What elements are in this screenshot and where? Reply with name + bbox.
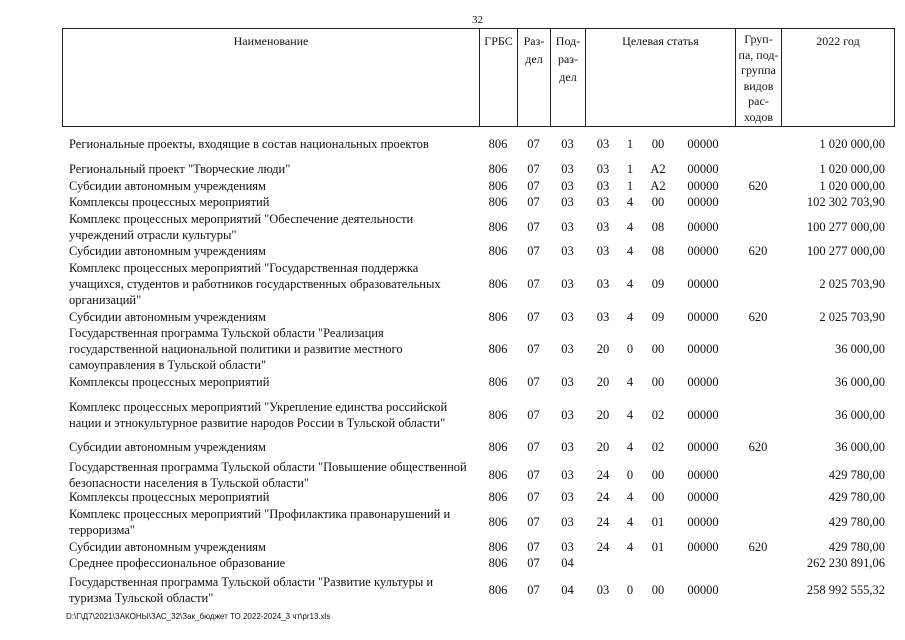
table-row <box>62 399 895 431</box>
row-grbs: 806 <box>488 540 508 554</box>
header-grbs: ГРБС <box>480 29 518 126</box>
row-pr: 03 <box>561 440 574 454</box>
row-name: Государственная программа Тульской области "Повышение общественной безопасности населения в Тульской области" <box>69 460 467 490</box>
row-cs2: 1 <box>626 137 634 151</box>
row-cs2: 4 <box>626 310 634 324</box>
row-cs2: 4 <box>626 277 634 291</box>
row-cs4: 00000 <box>687 490 719 504</box>
table-row <box>62 459 895 491</box>
row-cs2: 4 <box>626 408 634 422</box>
header-podrazdel: Под- раз- дел <box>551 29 586 126</box>
row-cs3: 00 <box>651 468 665 482</box>
row-grbs: 806 <box>488 583 508 597</box>
row-pr: 03 <box>561 540 574 554</box>
table-row <box>62 211 895 243</box>
row-cs3: 00 <box>651 342 665 356</box>
row-name: Среднее профессиональное образование <box>69 556 286 570</box>
row-cs1: 24 <box>596 490 610 504</box>
row-name: Субсидии автономным учреждениям <box>69 540 266 554</box>
row-rz: 07 <box>527 244 540 258</box>
row-name: Субсидии автономным учреждениям <box>69 310 266 324</box>
row-cs1: 03 <box>596 244 610 258</box>
row-cs4: 00000 <box>687 342 719 356</box>
row-cs4: 00000 <box>687 468 719 482</box>
row-vr: 620 <box>748 310 768 324</box>
row-pr: 03 <box>561 515 574 529</box>
row-name: Субсидии автономным учреждениям <box>69 179 266 193</box>
row-cs3: А2 <box>650 162 666 176</box>
row-cs4: 00000 <box>687 310 719 324</box>
row-cs2: 0 <box>626 342 634 356</box>
page-number: 32 <box>472 14 483 26</box>
row-amount: 258 992 555,32 <box>806 583 885 597</box>
header-expense-group: Груп- па, под- группа видов рас- ходов <box>736 29 782 126</box>
row-cs4: 00000 <box>687 244 719 258</box>
row-amount: 36 000,00 <box>835 375 885 389</box>
row-grbs: 806 <box>488 137 508 151</box>
row-cs2: 4 <box>626 220 634 234</box>
row-cs1: 20 <box>596 408 610 422</box>
row-pr: 03 <box>561 342 574 356</box>
row-cs3: 09 <box>651 310 665 324</box>
table-row <box>62 243 895 259</box>
row-cs3: 00 <box>651 583 665 597</box>
row-cs4: 00000 <box>687 515 719 529</box>
row-rz: 07 <box>527 220 540 234</box>
row-grbs: 806 <box>488 408 508 422</box>
table-row <box>62 194 895 210</box>
row-cs2: 4 <box>626 515 634 529</box>
row-cs2: 0 <box>626 583 634 597</box>
row-cs1: 03 <box>596 195 610 209</box>
row-amount: 429 780,00 <box>828 468 885 482</box>
table-row <box>62 489 895 505</box>
row-cs1: 20 <box>596 375 610 389</box>
row-cs2: 0 <box>626 468 634 482</box>
table-header <box>62 28 895 127</box>
row-grbs: 806 <box>488 244 508 258</box>
row-pr: 04 <box>561 556 574 570</box>
row-name: Региональные проекты, входящие в состав национальных проектов <box>69 137 429 151</box>
header-razdel: Раз- дел <box>518 29 551 126</box>
row-cs1: 03 <box>596 137 610 151</box>
row-pr: 03 <box>561 277 574 291</box>
table-row <box>62 309 895 325</box>
row-cs1: 03 <box>596 162 610 176</box>
file-path-footer: D:\Г\Д7\2021\ЗАКОНЫ\ЗАС_32\Зак_бюджет ТО 2022-2024_3 чт\pr13.xls <box>66 612 331 621</box>
row-amount: 36 000,00 <box>835 440 885 454</box>
row-cs4: 00000 <box>687 137 719 151</box>
row-name: Государственная программа Тульской области "Развитие культуры и туризма Тульской области" <box>69 575 434 605</box>
row-rz: 07 <box>527 342 540 356</box>
row-rz: 07 <box>527 179 540 193</box>
row-cs1: 03 <box>596 179 610 193</box>
row-amount: 2 025 703,90 <box>819 310 885 324</box>
table-row <box>62 374 895 390</box>
row-grbs: 806 <box>488 195 508 209</box>
row-pr: 03 <box>561 468 574 482</box>
row-grbs: 806 <box>488 342 508 356</box>
row-cs4: 00000 <box>687 408 719 422</box>
row-vr: 620 <box>748 540 768 554</box>
row-vr: 620 <box>748 244 768 258</box>
row-name: Субсидии автономным учреждениям <box>69 244 266 258</box>
header-target-article: Целевая статья <box>586 29 736 126</box>
row-grbs: 806 <box>488 162 508 176</box>
row-amount: 36 000,00 <box>835 342 885 356</box>
row-rz: 07 <box>527 408 540 422</box>
row-name: Государственная программа Тульской области "Реализация государственной национальной политики и развитие местного самоуправления в Тульской области" <box>69 326 403 372</box>
row-rz: 07 <box>527 540 540 554</box>
row-rz: 07 <box>527 310 540 324</box>
row-rz: 07 <box>527 490 540 504</box>
row-cs3: 00 <box>651 375 665 389</box>
row-pr: 03 <box>561 408 574 422</box>
header-name: Наименование <box>63 29 480 126</box>
row-cs3: 01 <box>651 515 665 529</box>
row-pr: 03 <box>561 137 574 151</box>
row-rz: 07 <box>527 515 540 529</box>
row-amount: 1 020 000,00 <box>819 162 885 176</box>
row-cs1: 24 <box>596 540 610 554</box>
table-row <box>62 325 895 373</box>
row-cs2: 4 <box>626 490 634 504</box>
row-cs2: 1 <box>626 162 634 176</box>
row-cs2: 4 <box>626 440 634 454</box>
row-cs4: 00000 <box>687 375 719 389</box>
row-cs3: 08 <box>651 220 665 234</box>
row-name: Комплексы процессных мероприятий <box>69 195 270 209</box>
row-grbs: 806 <box>488 515 508 529</box>
table-row <box>62 439 895 455</box>
row-grbs: 806 <box>488 440 508 454</box>
budget-table <box>62 28 895 605</box>
row-rz: 07 <box>527 137 540 151</box>
row-rz: 07 <box>527 162 540 176</box>
row-cs2: 1 <box>626 179 634 193</box>
row-amount: 100 277 000,00 <box>806 244 885 258</box>
row-name: Комплекс процессных мероприятий "Обеспечение деятельности учреждений отрасли культуры" <box>69 212 414 242</box>
row-pr: 03 <box>561 244 574 258</box>
row-rz: 07 <box>527 440 540 454</box>
row-rz: 07 <box>527 583 540 597</box>
table-row <box>62 178 895 194</box>
row-cs4: 00000 <box>687 179 719 193</box>
row-pr: 04 <box>561 583 574 597</box>
row-grbs: 806 <box>488 179 508 193</box>
row-rz: 07 <box>527 195 540 209</box>
table-row <box>62 136 895 152</box>
row-rz: 07 <box>527 556 540 570</box>
row-amount: 1 020 000,00 <box>819 179 885 193</box>
row-name: Комплекс процессных мероприятий "Государственная поддержка учащихся, студентов и работников государственных образовательных организаций" <box>69 261 441 307</box>
row-amount: 262 230 891,06 <box>806 556 885 570</box>
row-amount: 102 302 703,90 <box>806 195 885 209</box>
row-cs4: 00000 <box>687 277 719 291</box>
row-name: Комплекс процессных мероприятий "Укрепление единства российской нации и этнокультурное развитие народов России в Тульской области" <box>69 400 448 430</box>
row-cs3: 02 <box>651 440 665 454</box>
row-cs1: 03 <box>596 220 610 234</box>
row-cs3: 01 <box>651 540 665 554</box>
row-name: Комплексы процессных мероприятий <box>69 490 270 504</box>
row-cs1: 20 <box>596 440 610 454</box>
row-rz: 07 <box>527 375 540 389</box>
row-pr: 03 <box>561 162 574 176</box>
row-cs2: 4 <box>626 540 634 554</box>
row-cs2: 4 <box>626 195 634 209</box>
row-pr: 03 <box>561 375 574 389</box>
row-grbs: 806 <box>488 468 508 482</box>
row-cs3: 08 <box>651 244 665 258</box>
row-pr: 03 <box>561 220 574 234</box>
row-amount: 429 780,00 <box>828 540 885 554</box>
row-amount: 1 020 000,00 <box>819 137 885 151</box>
row-cs1: 03 <box>596 277 610 291</box>
row-cs3: А2 <box>650 179 666 193</box>
header-year: 2022 год <box>816 34 860 48</box>
row-name: Комплексы процессных мероприятий <box>69 375 270 389</box>
table-row <box>62 539 895 555</box>
row-name: Комплекс процессных мероприятий "Профилактика правонарушений и терроризма" <box>69 507 451 537</box>
row-pr: 03 <box>561 179 574 193</box>
row-grbs: 806 <box>488 310 508 324</box>
table-row <box>62 574 895 606</box>
row-pr: 03 <box>561 195 574 209</box>
row-vr: 620 <box>748 440 768 454</box>
row-grbs: 806 <box>488 556 508 570</box>
row-cs3: 00 <box>651 137 665 151</box>
row-cs1: 24 <box>596 515 610 529</box>
row-cs3: 00 <box>651 195 665 209</box>
row-amount: 429 780,00 <box>828 490 885 504</box>
row-name: Региональный проект "Творческие люди" <box>69 162 291 176</box>
row-cs2: 4 <box>626 375 634 389</box>
row-grbs: 806 <box>488 490 508 504</box>
row-cs1: 03 <box>596 310 610 324</box>
row-cs3: 09 <box>651 277 665 291</box>
row-rz: 07 <box>527 277 540 291</box>
row-vr: 620 <box>748 179 768 193</box>
table-row <box>62 260 895 308</box>
row-grbs: 806 <box>488 220 508 234</box>
row-cs4: 00000 <box>687 540 719 554</box>
row-cs1: 03 <box>596 583 610 597</box>
row-cs3: 00 <box>651 490 665 504</box>
row-cs2: 4 <box>626 244 634 258</box>
row-cs3: 02 <box>651 408 665 422</box>
table-row <box>62 555 895 571</box>
row-cs1: 20 <box>596 342 610 356</box>
row-pr: 03 <box>561 310 574 324</box>
table-row <box>62 506 895 538</box>
row-name: Субсидии автономным учреждениям <box>69 440 266 454</box>
row-cs1: 24 <box>596 468 610 482</box>
table-row <box>62 161 895 177</box>
row-cs4: 00000 <box>687 195 719 209</box>
row-grbs: 806 <box>488 277 508 291</box>
row-rz: 07 <box>527 468 540 482</box>
row-cs4: 00000 <box>687 162 719 176</box>
row-grbs: 806 <box>488 375 508 389</box>
row-amount: 429 780,00 <box>828 515 885 529</box>
row-cs4: 00000 <box>687 440 719 454</box>
row-cs4: 00000 <box>687 583 719 597</box>
row-amount: 36 000,00 <box>835 408 885 422</box>
row-amount: 100 277 000,00 <box>806 220 885 234</box>
row-cs4: 00000 <box>687 220 719 234</box>
row-pr: 03 <box>561 490 574 504</box>
row-amount: 2 025 703,90 <box>819 277 885 291</box>
